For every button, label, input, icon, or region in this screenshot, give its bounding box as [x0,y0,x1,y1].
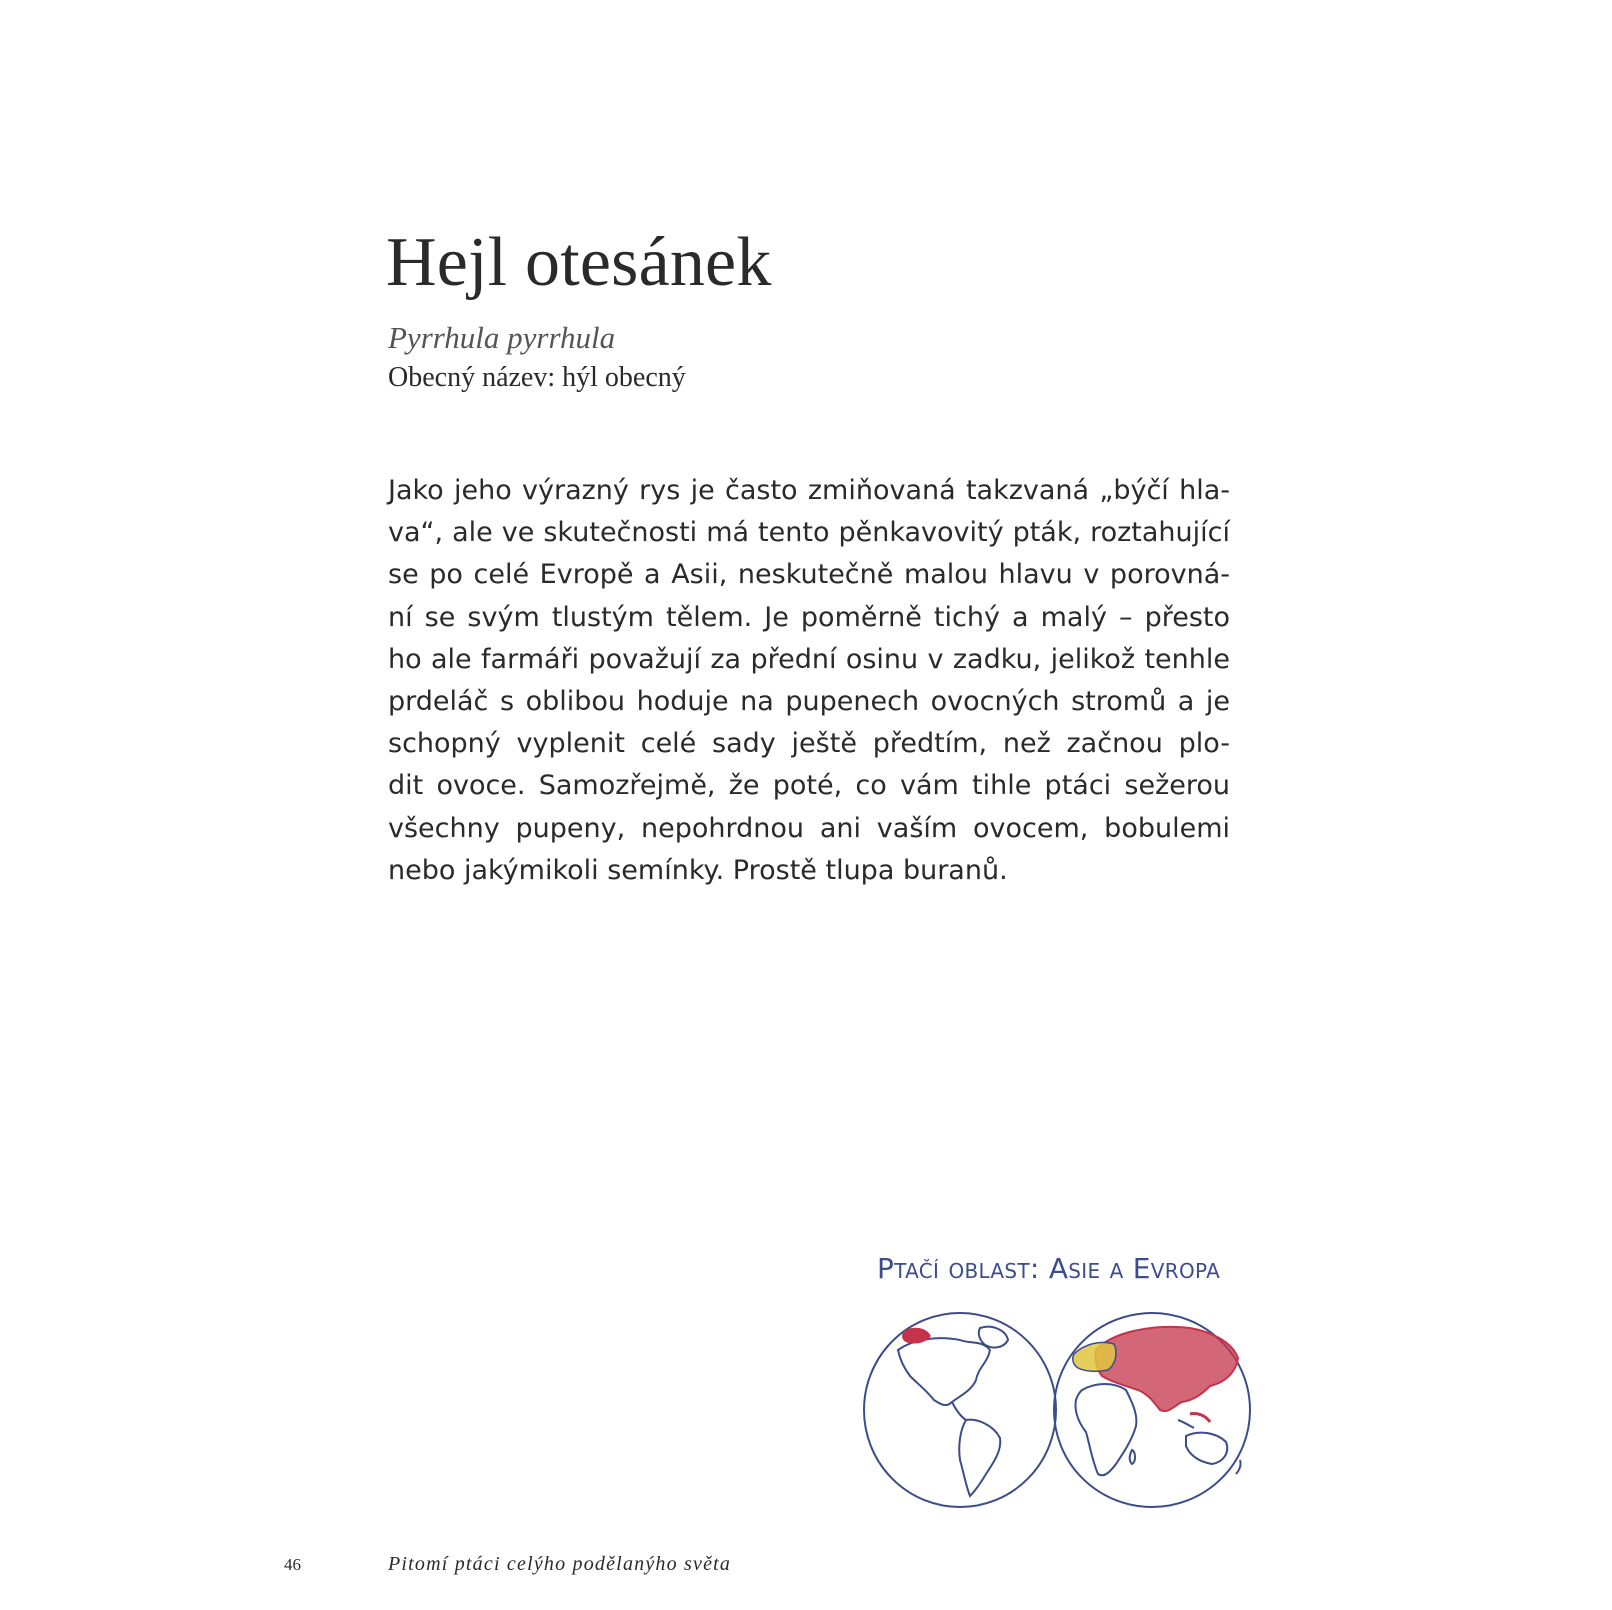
body-line: se po celé Evropě a Asii, neskutečně malou hlavu v porovná- [388,559,1230,591]
body-paragraph [388,470,1248,892]
body-line: va“, ale ve skutečnosti má tento pěnkavovitý pták, roztahující [388,517,1230,549]
range-islands [1190,1413,1210,1422]
page-number: 46 [284,1555,301,1574]
body-line: ní se svým tlustým tělem. Je poměrně tichý a malý – přesto [388,601,1230,633]
region-label: Ptačí oblast: Asie a Evropa [877,1252,1221,1285]
islands-outline [1178,1420,1194,1428]
page-title: Hejl otesánek [386,224,772,301]
latin-name: Pyrrhula pyrrhula [388,320,616,355]
body-line: schopný vyplenit celé sady ještě předtím, než začnou plo- [388,728,1230,760]
world-map-icon [860,1310,1260,1510]
body-line: nebo jakýmikoli semínky. Prostě tlupa buranů. [388,854,1008,886]
body-line: prdeláč s oblibou hoduje na pupenech ovocných stromů a je [388,686,1230,718]
body-line: dit ovoce. Samozřejmě, že poté, co vám tihle ptáci sežerou [388,770,1230,802]
range-patch [903,1329,930,1343]
common-name: Obecný název: hýl obecný [388,362,686,393]
range-europe [1073,1342,1116,1371]
body-line: ho ale farmáři považují za přední osinu v zadku, jelikož tenhle [388,643,1230,675]
book-title: Pitomí ptáci celýho podělanýho světa [388,1553,732,1575]
body-line: všechny pupeny, nepohrdnou ani vaším ovocem, bobulemi [388,812,1230,844]
body-line: Jako jeho výrazný rys je často zmiňovaná takzvaná „býčí hla- [388,475,1230,506]
western-hemisphere [864,1313,1056,1507]
range-eurasia [1095,1327,1238,1411]
